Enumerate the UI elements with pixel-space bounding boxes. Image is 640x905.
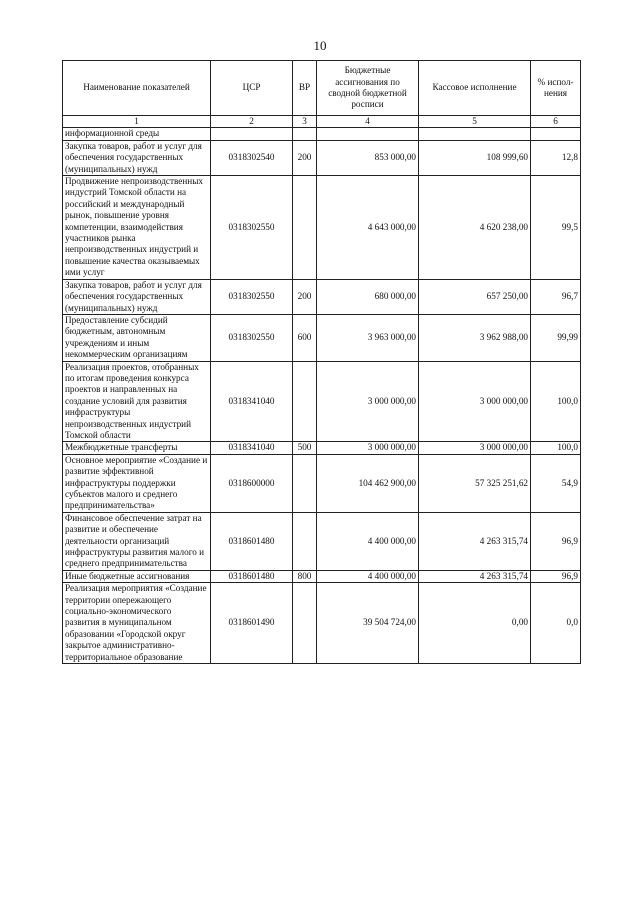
row-csr: 0318601490 [211,583,293,664]
row-budget: 39 504 724,00 [317,583,419,664]
row-vr: 200 [293,279,317,314]
table-row [63,570,581,582]
row-budget: 4 643 000,00 [317,176,419,280]
row-csr: 0318302550 [211,314,293,361]
table-row [63,128,581,140]
row-csr: 0318302550 [211,176,293,280]
column-number: 1 [63,116,211,128]
row-percent: 99,5 [531,176,581,280]
row-cash: 4 263 315,74 [419,512,531,570]
row-vr [293,454,317,512]
table-row [63,361,581,442]
table-row [63,512,581,570]
row-cash: 3 962 988,00 [419,314,531,361]
row-cash: 3 000 000,00 [419,442,531,454]
row-percent: 96,9 [531,512,581,570]
row-csr: 0318601480 [211,570,293,582]
row-csr: 0318302550 [211,279,293,314]
column-header-cash: Кассовое исполнение [419,61,531,116]
column-header-budget: Бюджетные ассигнования по сводной бюджетной росписи [317,61,419,116]
row-vr [293,361,317,442]
row-vr: 200 [293,140,317,175]
row-budget: 3 000 000,00 [317,361,419,442]
column-header-name: Наименование показателей [63,61,211,116]
column-number-row [63,116,581,128]
row-budget: 4 400 000,00 [317,570,419,582]
row-percent: 96,9 [531,570,581,582]
row-csr [211,128,293,140]
row-name: Реализация проектов, отобранных по итогам проведения конкурса проектов и направленных на создание условий для развития инфраструктуры непроизводственных индустрий Томской области [63,361,211,442]
column-number: 2 [211,116,293,128]
row-name: Иные бюджетные ассигнования [63,570,211,582]
column-header-percent: % испол-нения [531,61,581,116]
table-row [63,176,581,280]
row-name: Межбюджетные трансферты [63,442,211,454]
row-cash: 657 250,00 [419,279,531,314]
row-name: Закупка товаров, работ и услуг для обеспечения государственных (муниципальных) нужд [63,140,211,175]
table-row [63,314,581,361]
row-percent: 0,0 [531,583,581,664]
row-budget: 853 000,00 [317,140,419,175]
row-name: Финансовое обеспечение затрат на развитие и обеспечение деятельности организаций инфраструктуры развития малого и среднего предпринимательства [63,512,211,570]
row-budget: 4 400 000,00 [317,512,419,570]
row-vr [293,128,317,140]
row-name: информационной среды [63,128,211,140]
row-budget [317,128,419,140]
row-budget: 3 000 000,00 [317,442,419,454]
column-header-csr: ЦСР [211,61,293,116]
row-name: Основное мероприятие «Создание и развитие эффективной инфраструктуры поддержки субъектов малого и среднего предпринимательства» [63,454,211,512]
row-cash: 0,00 [419,583,531,664]
row-cash: 3 000 000,00 [419,361,531,442]
row-vr [293,512,317,570]
row-csr: 0318341040 [211,361,293,442]
column-number: 5 [419,116,531,128]
table-row [63,279,581,314]
table-row [63,454,581,512]
row-name: Реализация мероприятия «Создание территории опережающего социально-экономического развития в муниципальном образовании «Городской округ закрытое административно-территориальное образование [63,583,211,664]
row-percent [531,128,581,140]
column-number: 6 [531,116,581,128]
row-csr: 0318341040 [211,442,293,454]
row-percent: 100,0 [531,361,581,442]
row-vr [293,176,317,280]
column-header-vr: ВР [293,61,317,116]
table-header-row [63,61,581,116]
page-number: 10 [313,38,327,53]
row-budget: 680 000,00 [317,279,419,314]
row-name: Продвижение непроизводственных индустрий Томской области на российский и международный рынок, повышение уровня компетенции, взаимодействия участников рынка непроизводственных индустрий и повышение качества оказываемых ими услуг [63,176,211,280]
row-budget: 104 462 900,00 [317,454,419,512]
row-vr [293,583,317,664]
row-percent: 100,0 [531,442,581,454]
table-row [63,140,581,175]
column-number: 3 [293,116,317,128]
row-csr: 0318302540 [211,140,293,175]
row-vr: 600 [293,314,317,361]
row-percent: 99,99 [531,314,581,361]
budget-execution-table [62,60,581,664]
row-vr: 800 [293,570,317,582]
table-row [63,442,581,454]
row-name: Закупка товаров, работ и услуг для обеспечения государственных (муниципальных) нужд [63,279,211,314]
row-percent: 12,8 [531,140,581,175]
table-row [63,583,581,664]
row-name: Предоставление субсидий бюджетным, автономным учреждениям и иным некоммерческим организациям [63,314,211,361]
row-csr: 0318601480 [211,512,293,570]
row-cash [419,128,531,140]
column-number: 4 [317,116,419,128]
row-vr: 500 [293,442,317,454]
row-cash: 4 263 315,74 [419,570,531,582]
row-budget: 3 963 000,00 [317,314,419,361]
row-cash: 57 325 251,62 [419,454,531,512]
row-cash: 108 999,60 [419,140,531,175]
row-cash: 4 620 238,00 [419,176,531,280]
row-percent: 54,9 [531,454,581,512]
row-csr: 0318600000 [211,454,293,512]
row-percent: 96,7 [531,279,581,314]
